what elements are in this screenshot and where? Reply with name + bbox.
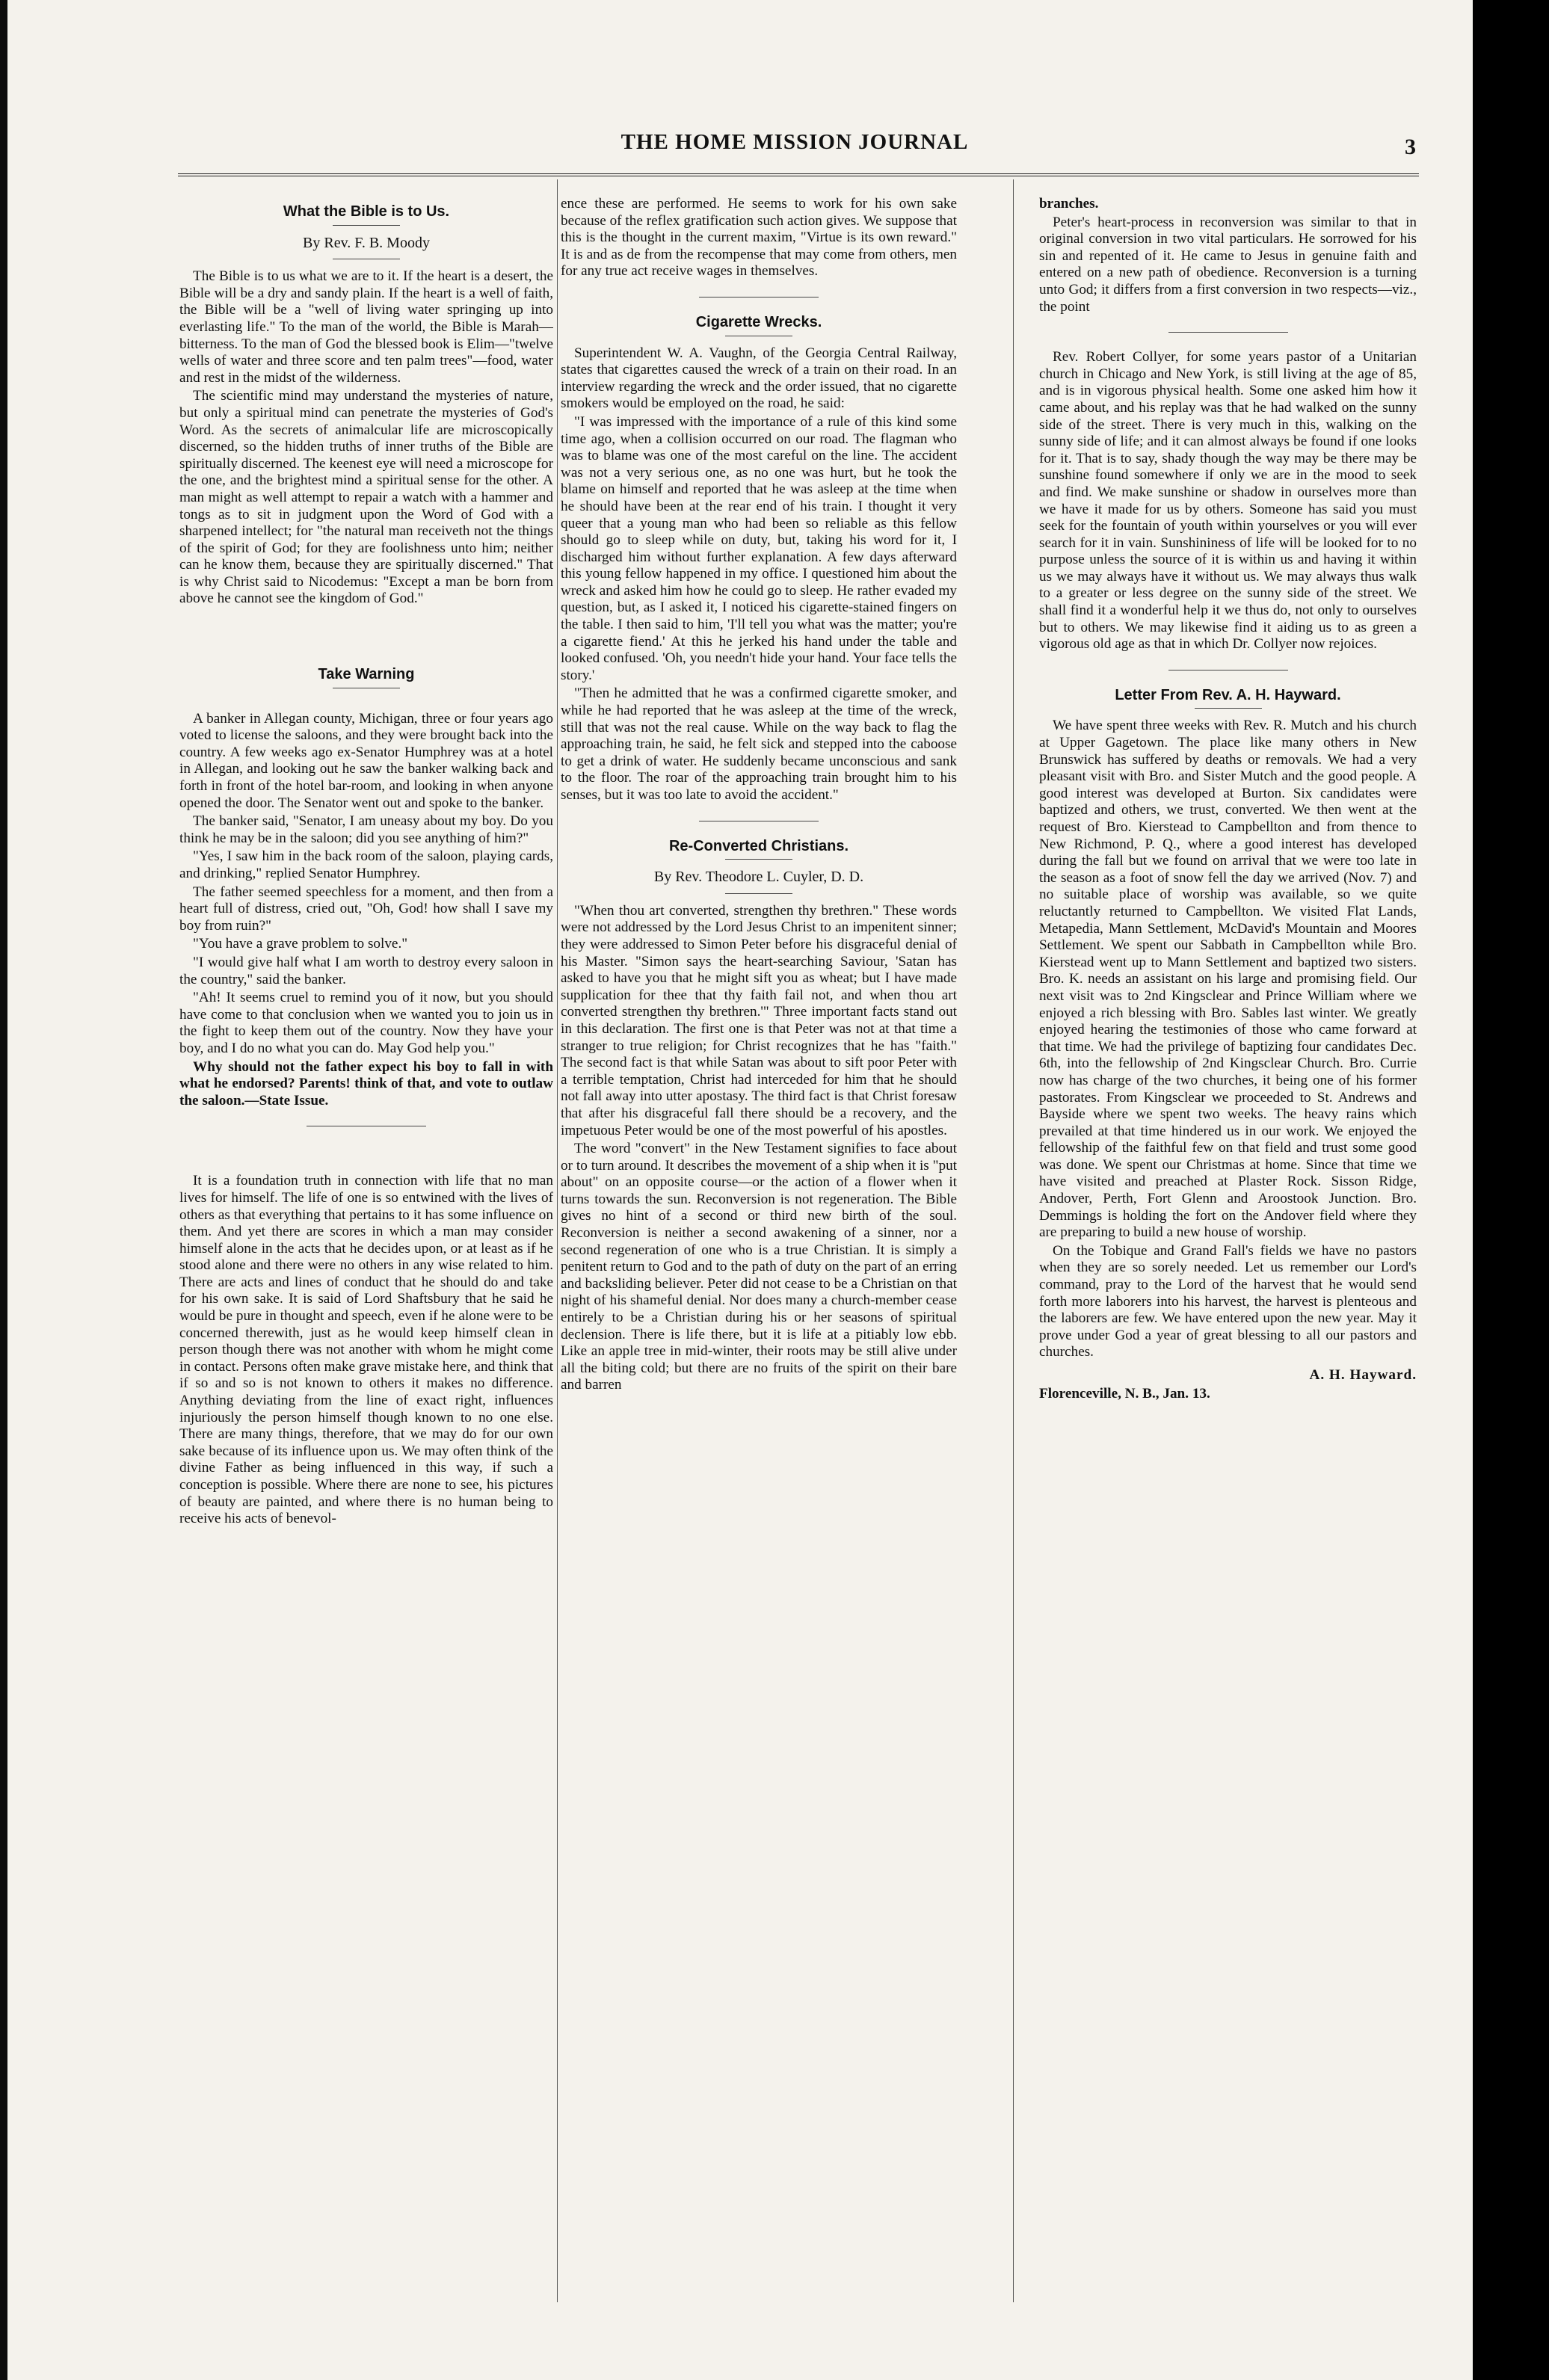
page-header bbox=[178, 130, 1419, 175]
paragraph: "I was impressed with the importance of a rule of this kind some time ago, when a collision occurred on our road. The flagman who was to blame was one of the most careful on the line. The accident was not a very serious one, as no one was hurt, but he took the blame on himself and reported that he was asleep at the time when he should have been at the rear end of his train. I thought it very queer that a young man who had been so reliable as this fellow should go to sleep while on duty, but, taking his word for it, I discharged him without further explanation. A few days afterward this young fellow happened in my office. I questioned him about the wreck and asked him how he could go to sleep. He rather evaded my question, but, as I asked it, I noticed his cigarette-stained fingers on the table. I then said to him, 'I'll tell you what was the matter; you're a cigarette fiend.' At this he jerked his hand under the table and looked confused. 'Oh, you needn't hide your hand. Your face tells the story.' bbox=[561, 413, 957, 683]
column-3 bbox=[1039, 196, 1417, 2313]
paragraph: It is a foundation truth in connection with life that no man lives for himself. The life of one is so entwined with the lives of others as that everything that pertains to it has some influence on them. And yet there are scores in which a man may consider himself alone in the acts that he decides upon, or at least as if he stood alone and there were no others in any wise related to him. There are acts and lines of conduct that he should do and take for his own sake. It is said of Lord Shaftsbury that he said he would be pure in thought and speech, even if he alone were to be concerned therewith, just as he would keep himself clean in person though there was not another with whom he might come in contact. Persons often make grave mistake here, and think that if so and so is not known to others it makes no difference. Anything deviating from the line of exact right, influences injuriously the person himself though known to no one else. There are many things, therefore, that we may do for our own sake because of its influence upon us. We may often think of the divine Father as being influenced in this way, if such a conception is possible. Where there are none to see, his pictures of beauty are painted, and where there is no human being to receive his acts of benevol- bbox=[179, 1173, 553, 1527]
paragraph: "You have a grave problem to solve." bbox=[193, 936, 408, 952]
article-title-cigarette-wrecks: Cigarette Wrecks. bbox=[695, 313, 822, 330]
dateline: Florenceville, N. B., Jan. 13. bbox=[1039, 1385, 1210, 1402]
paragraph: "Ah! It seems cruel to remind you of it now, but you should have come to that conclusion when we wanted you to join us in the fight to keep them out of the country. Now they have your boy, and I do no what you can do. May God help you." bbox=[179, 990, 553, 1056]
newspaper-page bbox=[7, 0, 1473, 2380]
byline-cuyler: By Rev. Theodore L. Cuyler, D. D. bbox=[653, 869, 864, 886]
paragraph: A banker in Allegan county, Michigan, three or four years ago voted to license the saloons, and they were brought back into the country. A few weeks ago ex-Senator Humphrey was at a hotel in Allegan, and looking out he saw the banker walking back and forth in front of the hotel bar-room, and looking in when anyone opened the door. The Senator went out and spoke to the banker. bbox=[179, 710, 553, 811]
paragraph: The Bible is to us what we are to it. If the heart is a desert, the Bible will be a dry and sandy plain. If the heart is a well of faith, the Bible will be a "well of living water springing up into everlasting life." To the man of the world, the Bible is Marah—bitterness. To the man of God the blessed book is Elim—"twelve wells of water and three score and ten palm trees"—food, water and rest in the midst of the wilderness. bbox=[179, 268, 553, 386]
section-rule bbox=[699, 297, 819, 298]
article-title-bible: What the Bible is to Us. bbox=[283, 203, 450, 220]
scan-border bbox=[1473, 0, 1549, 2380]
paragraph: "When thou art converted, strengthen thy brethren." These words were not addressed by the Lord Jesus Christ to an impenitent sinner; they were addressed to Simon Peter before his disgraceful denial of his Master. "Simon says the heart-searching Saviour, 'Satan has asked to have you that he might sift you as wheat; but I have made supplication for thee that thy faith fail not, and when thou art converted strengthen thy brethren.'" Three important facts stand out in this declaration. The first one is that Peter was not at that time a stranger to true religion; for Christ recognizes that he has "faith." The second fact is that while Satan was about to sift poor Peter with a terrible temptation, Christ had interceded for him that he should not fall away into utter apostasy. The third fact is that Christ foresaw that after his disgraceful fall there should be a recovery, and the impetuous Peter would be one of the most powerful of his apostles. bbox=[561, 902, 957, 1138]
column-1 bbox=[179, 196, 553, 2313]
paragraph: ence these are performed. He seems to work for his own sake because of the reflex gratification such action gives. We suppose that this is the thought in the current maxim, "Virtue is its own reward." It is and as de from the recompense that may come from others, men for any true act receive wages in themselves. bbox=[561, 196, 957, 280]
column-divider bbox=[557, 179, 558, 2302]
paragraph: Peter's heart-process in reconversion was similar to that in original conversion in two vital particulars. He sorrowed for his sin and repented of it. He came to Jesus in genuine faith and entered on a new path of obedience. Reconversion is a turning unto God; it differs from a first conversion in two respects—viz., the point bbox=[1039, 214, 1417, 315]
article-title-re-converted: Re-Converted Christians. bbox=[668, 837, 849, 854]
paragraph: "Then he admitted that he was a confirmed cigarette smoker, and while he had reported that he was asleep at the time of the wreck, still that was not the real cause. While on the way back to flag the approaching train, he said, he felt sick and stepped into the caboose to get a drink of water. He suddenly became unconscious and sank to the floor. The roar of the approaching train brought him to his senses, but it was too late to avoid the accident." bbox=[561, 685, 957, 803]
title-rule bbox=[333, 225, 400, 226]
byline-rule bbox=[725, 893, 792, 894]
paragraph: "Yes, I saw him in the back room of the saloon, playing cards, and drinking," replied Senator Humphrey. bbox=[179, 848, 553, 881]
signature: A. H. Hayward. bbox=[1309, 1367, 1417, 1383]
column-2 bbox=[561, 196, 957, 2313]
paragraph: The banker said, "Senator, I am uneasy about my boy. Do you think he may be in the saloon; did you see anything of him?" bbox=[179, 813, 553, 846]
byline-moody: By Rev. F. B. Moody bbox=[303, 234, 430, 251]
title-rule bbox=[1195, 708, 1262, 709]
section-rule bbox=[1168, 332, 1288, 333]
paragraph: The scientific mind may understand the mysteries of nature, but only a spiritual mind can penetrate the mysteries of God's Word. As the secrets of animalcular life are microscopically discerned, so the hidden truths of inner truths of the Bible are spiritually discerned. The keenest eye will need a microscope for the one, and the brightest mind a spiritual sense for the other. A man might as well attempt to repair a watch with a hammer and tongs as to sit in judgment upon the Word of God with a sharpened intellect; for "the natural man receiveth not the things of the spirit of God; for they are foolishness unto him; neither can he know them, because they are spiritually discerned." That is why Christ said to Nicodemus: "Except a man be born from above he cannot see the kingdom of God." bbox=[179, 388, 553, 607]
header-rule bbox=[178, 173, 1419, 176]
paragraph: We have spent three weeks with Rev. R. Mutch and his church at Upper Gagetown. The place like many others in New Brunswick has suffered by deaths or removals. We had a very pleasant visit with Bro. and Sister Mutch and the good people. A good interest was developed at Burton. Six candidates were baptized and others, we trust, converted. We then went at the request of Bro. Kierstead to Campbellton and from thence to New Richmond, P. Q., where a good interest has developed during the fall but we found on arrival that we were too late in the season as a foot of snow fell the day we arrived (Nov. 7) and no suitable place of worship was available, so we quite reluctantly returned to Campbellton. We visited Flat Lands, Metapedia, Mann Settlement, McDavid's Mountain and Moores Settlement. We spent our Sabbath in Campbellton while Bro. Kierstead went up to Mann Settlement and baptized two sisters. Bro. K. needs an assistant on his large and promising field. Our next visit was to 2nd Kingsclear and Prince William where we enjoyed a rich blessing with Bro. Sables last winter. We greatly enjoyed hearing the testimonies of those who came forward at that time. We had the privilege of baptizing four candidates Dec. 6th, into the fellowship of 2nd Kingsclear Church. Bro. Currie now has charge of the two churches, it being one of his former pastorates. From Kingsclear we proceeded to St. Andrews and Bayside where we spent two weeks. The heavy rains which prevailed at that time hindered us in our work. We enjoyed the fellowship of the faithful few on that field and trust some good was done. We spent our Christmas at home. Since that time we have visited and preached at Plaster Rock. Sisson Ridge, Andover, Perth, Fort Glenn and Aroostook Junction. Bro. Demmings is holding the fort on the Andover field where they are preparing to build a new house of worship. bbox=[1039, 718, 1417, 1241]
paragraph: branches. bbox=[1039, 196, 1099, 212]
paragraph: The father seemed speechless for a moment, and then from a heart full of distress, cried out, "Oh, God! how shall I save my boy from ruin?" bbox=[179, 884, 553, 934]
paragraph: Rev. Robert Collyer, for some years pastor of a Unitarian church in Chicago and New York, is still living at the age of 85, and is in vigorous physical health. Some one asked him how it came about, and his replay was that he had walked on the sunny side of the street. There is very much in this, walking on the sunny side of life; and it can almost always be found if one looks for it. That is to say, shady though the way may be there may be sunshine found somewhere if only we are in the mood to seek and find. We make sunshine or shadow in ourselves more than we have it made for us by others. Someone has said you must seek for the fountain of youth within yourselves or you will ever search for it in vain. Sunshininess of life will be looked for to no purpose unless the source of it is within us and having it within us we may always have it without us. We may always thus walk to a greater or less degree on the sunny side of the street. We shall find it a wonderful help it we thus do, not only to ourselves but to others. We may likewise find it aiding us to as green a vigorous old age as that in which Dr. Collyer now rejoices. bbox=[1039, 349, 1417, 653]
article-title-take-warning: Take Warning bbox=[318, 666, 415, 683]
page-number: 3 bbox=[1405, 135, 1416, 159]
paragraph: "I would give half what I am worth to destroy every saloon in the country," said the banker. bbox=[179, 954, 553, 987]
title-rule bbox=[725, 859, 792, 860]
paragraph: The word "convert" in the New Testament signifies to face about or to turn around. It describes the movement of a ship when it is "put about" on an opposite course—or the action of a flower when it turns towards the sun. Reconversion is not regeneration. The Bible gives no hint of a second or third new birth of the soul. Reconversion is neither a second awakening of a sinner, nor a second regeneration of one who is a true Christian. It is simply a penitent return to God and to the path of duty on the part of an erring and backsliding believer. Peter did not cease to be a Christian on that night of his shameful denial. Nor does many a church-member cease entirely to be a Christian during his or her seasons of spiritual declension. There is life there, but it is life at a pitiably low ebb. Like an apple tree in mid-winter, their roots may be still alive under all the biting cold; but there are no fruits of the spirit on their bare and barren bbox=[561, 1141, 957, 1393]
journal-title: THE HOME MISSION JOURNAL bbox=[620, 130, 969, 154]
paragraph: Superintendent W. A. Vaughn, of the Georgia Central Railway, states that cigarettes caused the wreck of a train on their road. In an interview regarding the wreck and the order issued, that no cigarette smokers would be employed on the road, he said: bbox=[561, 345, 957, 412]
paragraph: On the Tobique and Grand Fall's fields we have no pastors when they are so sorely needed. Let us remember our Lord's command, pray to the Lord of the harvest that he would send forth more laborers into his harvest, the harvest is plenteous and the laborers are few. We have entered upon the new year. May it prove under God a year of great blessing to all our pastors and churches. bbox=[1039, 1242, 1417, 1360]
paragraph: Why should not the father expect his boy to fall in with what he endorsed? Parents! think of that, and vote to outlaw the saloon.—State Issue. bbox=[179, 1058, 553, 1109]
column-divider bbox=[1013, 179, 1014, 2302]
article-title-letter: Letter From Rev. A. H. Hayward. bbox=[1115, 686, 1341, 703]
